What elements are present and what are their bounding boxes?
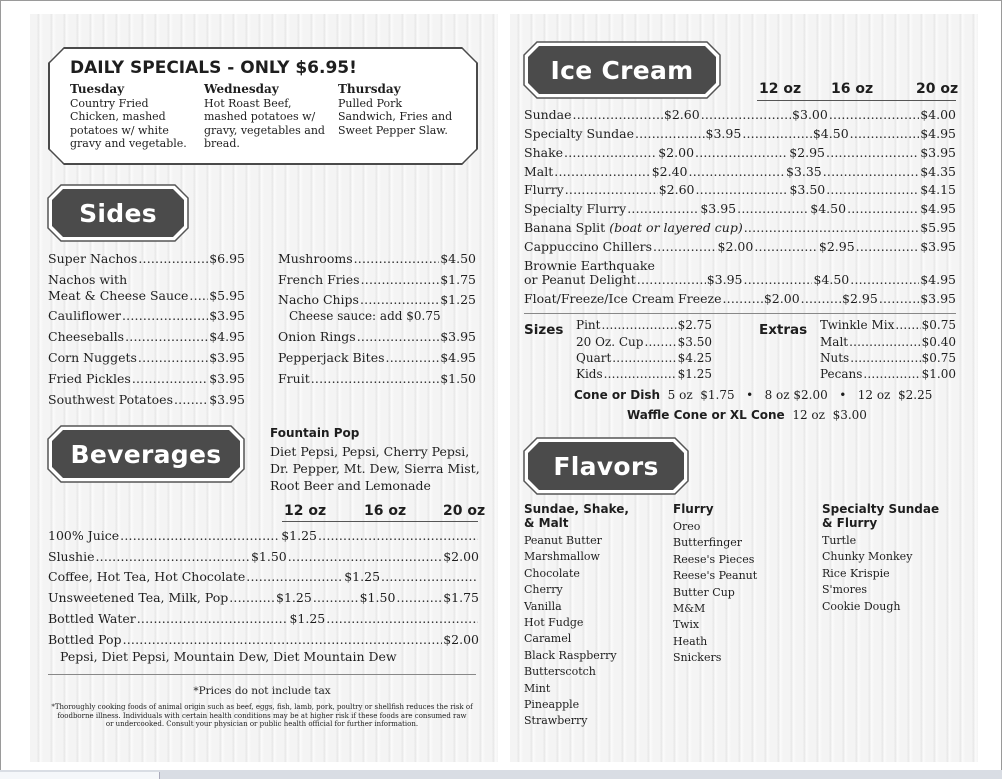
flavors-column-specialty	[822, 502, 962, 615]
special-line: Hot Roast Beef,	[204, 96, 292, 110]
ice-cream-row-brownie: or Peanut Delight ..... $3.95 ..... $4.50 ..... $4.95	[524, 272, 956, 288]
sides-item: Super Nachos ..... $6.95	[48, 251, 245, 267]
special-tuesday	[70, 83, 205, 151]
flavor-item: Black Raspberry	[524, 648, 617, 662]
ice-cream-row: Specialty Flurry ..... $3.95 ..... $4.50 ..... $4.95	[524, 201, 956, 217]
beverage-size-rule	[282, 521, 478, 522]
beverages-banner	[47, 425, 245, 483]
ice-cream-row: Specialty Sundae ..... $3.95 ..... $4.50 ..... $4.95	[524, 126, 956, 142]
special-wednesday	[204, 83, 339, 151]
cheese-sauce-note: Cheese sauce: add $0.75	[289, 309, 441, 323]
fountain-pop-title: Fountain Pop	[270, 426, 360, 440]
sides-item: Nacho Chips ..... $1.25	[278, 292, 476, 308]
flavor-item: Peanut Butter	[524, 534, 602, 547]
extra-item: Twinkle Mix ..... $0.75	[820, 317, 956, 333]
viewer-bottom-strip	[0, 770, 1002, 779]
cone-or-dish: Cone or Dish 5 oz $1.75 • 8 oz $2.00 • 12 oz $2.25	[574, 388, 933, 402]
flavor-item: Vanilla	[524, 599, 562, 613]
ice-cream-size-12: 12 oz	[759, 81, 802, 97]
fountain-pop-line: Diet Pepsi, Pepsi, Cherry Pepsi,	[270, 444, 470, 459]
flavor-item: M&M	[673, 602, 706, 616]
flavor-column-heading: Sundae, Shake, & Malt	[524, 502, 629, 530]
special-day: Wednesday	[204, 82, 279, 96]
ice-cream-row-banana-split: Banana Split (boat or layered cup) ..... $5.95	[524, 220, 956, 236]
size-item: Pint ..... $2.75	[576, 317, 712, 333]
sides-banner	[47, 184, 189, 242]
flavor-column-heading: Specialty Sundae & Flurry	[822, 502, 940, 530]
sides-item: Onion Rings ..... $3.95	[278, 329, 476, 345]
sides-title: Sides	[79, 198, 157, 228]
ice-cream-size-rule	[757, 100, 956, 101]
special-line: Chicken, mashed	[70, 110, 166, 123]
size-item: Quart ..... $4.25	[576, 350, 712, 366]
special-line: bread.	[204, 137, 240, 150]
extra-item: Nuts ..... $0.75	[820, 350, 956, 366]
flavor-item: Butterscotch	[524, 665, 596, 679]
beverages-title: Beverages	[70, 439, 222, 469]
sides-item: Fried Pickles ..... $3.95	[48, 371, 245, 387]
ice-cream-row: Sundae ..... $2.60 ..... $3.00 ..... $4.00	[524, 107, 956, 123]
special-line: gravy, vegetables and	[204, 123, 325, 137]
beverage-row: 100% Juice ..... $1.25 .....	[48, 528, 479, 544]
flavor-item: Heath	[673, 634, 708, 648]
beverage-row: Unsweetened Tea, Milk, Pop ..... $1.25 ..... $1.50 ..... $1.75	[48, 590, 479, 606]
special-line: Pulled Pork	[338, 96, 403, 110]
ice-cream-title: Ice Cream	[550, 55, 694, 85]
special-line: gravy and vegetable.	[70, 137, 187, 150]
extra-item: Pecans ..... $1.00	[820, 366, 956, 382]
special-line: Sweet Pepper Slaw.	[338, 123, 448, 137]
sides-item-name: Nachos with	[48, 272, 128, 287]
sides-item: Fruit ..... $1.50	[278, 371, 476, 387]
fountain-pop-line: Dr. Pepper, Mt. Dew, Sierra Mist,	[270, 461, 480, 476]
ice-cream-row: Shake ..... $2.00 ..... $2.95 ..... $3.95	[524, 145, 956, 161]
flavor-item: Mint	[524, 681, 551, 695]
special-line: Sandwich, Fries and	[338, 110, 453, 123]
sides-item: Meat & Cheese Sauce ..... $5.95	[48, 288, 245, 304]
footer-rule	[48, 674, 476, 675]
flavor-item: Rice Krispie	[822, 566, 890, 580]
size-item: Kids ..... $1.25	[576, 366, 712, 382]
flavors-banner	[523, 437, 689, 495]
viewer-bottom-segment	[0, 772, 160, 779]
beverage-size-16: 16 oz	[364, 503, 407, 519]
ice-cream-row: Malt ..... $2.40 ..... $3.35 ..... $4.35	[524, 164, 956, 180]
daily-specials-title: DAILY SPECIALS - ONLY $6.95!	[70, 58, 357, 78]
brownie-name: Brownie Earthquake	[524, 258, 655, 273]
flavor-item: Strawberry	[524, 714, 588, 728]
beverage-row: Bottled Pop ..... $2.00	[48, 632, 479, 648]
flavor-column-heading: Flurry	[673, 502, 714, 516]
fountain-pop-line: Root Beer and Lemonade	[270, 478, 431, 493]
flavor-item: Twix	[673, 618, 700, 632]
sides-item: French Fries ..... $1.75	[278, 272, 476, 288]
flavor-item: Cookie Dough	[822, 599, 901, 613]
flavor-item: Cherry	[524, 583, 563, 597]
flavor-item: Hot Fudge	[524, 616, 584, 630]
flavor-item: Butter Cup	[673, 585, 735, 599]
flavor-item: Snickers	[673, 651, 722, 665]
flavor-item: Reese's Peanut	[673, 569, 758, 583]
flavor-item: Chunky Monkey	[822, 550, 913, 564]
special-day: Thursday	[338, 82, 401, 96]
extras-label: Extras	[759, 322, 808, 338]
sides-item: Pepperjack Bites ..... $4.95	[278, 350, 476, 366]
extra-item: Malt ..... $0.40	[820, 334, 956, 350]
flavor-item: Caramel	[524, 632, 572, 646]
flavors-column-flurry	[673, 502, 813, 667]
ice-cream-size-20: 20 oz	[916, 81, 959, 97]
flavor-item: Reese's Pieces	[673, 552, 755, 566]
special-line: mashed potatoes w/	[204, 110, 316, 123]
flavor-item: S'mores	[822, 583, 868, 597]
beverage-row: Coffee, Hot Tea, Hot Chocolate ..... $1.25 .....	[48, 569, 479, 585]
ice-cream-row-float: Float/Freeze/Ice Cream Freeze ..... $2.00 ..... $2.95 ..... $3.95	[524, 291, 956, 307]
sides-item: Mushrooms ..... $4.50	[278, 251, 476, 267]
special-thursday	[338, 83, 473, 137]
flavor-item: Butterfinger	[673, 536, 743, 550]
flavor-item: Marshmallow	[524, 550, 600, 564]
ice-cream-row-cappuccino: Cappuccino Chillers ..... $2.00 ..... $2.95 ..... $3.95	[524, 239, 956, 255]
sizes-label: Sizes	[524, 322, 564, 338]
special-line: Country Fried	[70, 96, 149, 110]
flavors-title: Flavors	[553, 451, 659, 481]
sides-item: Corn Nuggets ..... $3.95	[48, 350, 245, 366]
flavor-item: Oreo	[673, 520, 701, 533]
sides-item: Cauliflower ..... $3.95	[48, 308, 245, 324]
bottled-pop-note: Pepsi, Diet Pepsi, Mountain Dew, Diet Mountain Dew	[60, 649, 397, 664]
ice-cream-size-16: 16 oz	[831, 81, 874, 97]
sides-item: Southwest Potatoes ..... $3.95	[48, 392, 245, 408]
beverage-row: Bottled Water ..... $1.25 .....	[48, 611, 479, 627]
size-item: 20 Oz. Cup ..... $3.50	[576, 334, 712, 350]
flavor-item: Pineapple	[524, 698, 580, 712]
waffle-cone: Waffle Cone or XL Cone 12 oz $3.00	[627, 408, 867, 422]
food-safety-disclaimer: *Thoroughly cooking foods of animal origin such as beef, eggs, fish, lamb, pork, poultry or shellfish reduces the risk of foodborne illness. Individuals with certain health conditions may be at higher risk if these foods are consumed raw or undercooked. Consult your physician or public health official for further information.	[51, 703, 473, 728]
flavors-column-sundae	[524, 502, 664, 730]
ice-cream-rule	[524, 313, 956, 314]
beverage-row: Slushie ..... $1.50 ..... $2.00	[48, 549, 479, 565]
special-line: potatoes w/ white	[70, 123, 169, 137]
beverage-size-20: 20 oz	[443, 503, 486, 519]
ice-cream-row: Flurry ..... $2.60 ..... $3.50 ..... $4.15	[524, 182, 956, 198]
special-day: Tuesday	[70, 82, 125, 96]
flavor-item: Turtle	[822, 534, 857, 547]
tax-note: *Prices do not include tax	[193, 685, 331, 697]
flavor-item: Chocolate	[524, 566, 580, 580]
beverage-size-12: 12 oz	[284, 503, 327, 519]
sides-item: Cheeseballs ..... $4.95	[48, 329, 245, 345]
ice-cream-banner	[523, 41, 721, 99]
